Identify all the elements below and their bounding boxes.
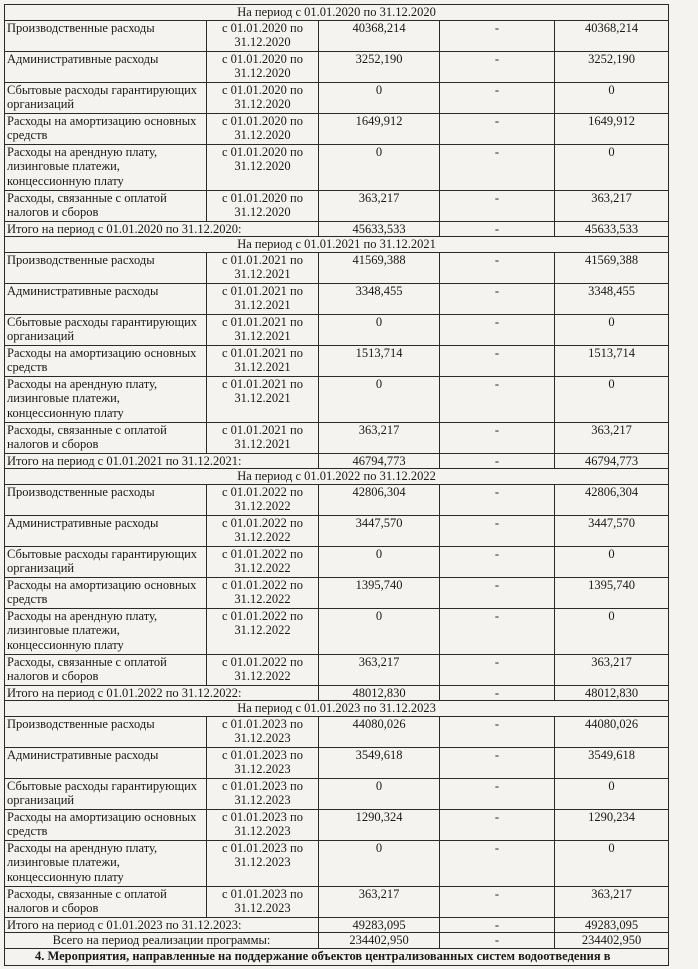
expense-value-1: 1513,714: [319, 345, 440, 376]
expense-value-2: -: [440, 422, 555, 453]
expense-name: Расходы на арендную плату, лизинговые платежи, концессионную плату: [5, 840, 207, 886]
expense-value-3: 3447,570: [555, 515, 669, 546]
expense-value-1: 1395,740: [319, 577, 440, 608]
expense-value-2: -: [440, 20, 555, 51]
expense-name: Административные расходы: [5, 515, 207, 546]
expense-period: с 01.01.2020 по 31.12.2020: [207, 51, 319, 82]
period-header-row: [5, 237, 669, 253]
expense-row: [5, 778, 669, 809]
expense-value-1: 41569,388: [319, 252, 440, 283]
expense-row: [5, 546, 669, 577]
period-total-label: Итого на период с 01.01.2023 по 31.12.2023:: [5, 917, 319, 933]
expense-name: Расходы, связанные с оплатой налогов и сборов: [5, 654, 207, 685]
expense-row: [5, 283, 669, 314]
expense-period: с 01.01.2022 по 31.12.2022: [207, 546, 319, 577]
section-heading-row: [5, 948, 669, 965]
expense-value-2: -: [440, 82, 555, 113]
expense-value-1: 363,217: [319, 654, 440, 685]
expense-row: [5, 20, 669, 51]
expense-name: Расходы, связанные с оплатой налогов и сборов: [5, 190, 207, 221]
expense-value-2: -: [440, 484, 555, 515]
expense-row: [5, 422, 669, 453]
expense-period: с 01.01.2022 по 31.12.2022: [207, 515, 319, 546]
expense-row: [5, 747, 669, 778]
expense-name: Расходы на арендную плату, лизинговые платежи, концессионную плату: [5, 608, 207, 654]
expense-value-1: 0: [319, 546, 440, 577]
expense-row: [5, 608, 669, 654]
expense-value-3: 3348,455: [555, 283, 669, 314]
expense-name: Расходы, связанные с оплатой налогов и сборов: [5, 422, 207, 453]
expense-value-3: 3252,190: [555, 51, 669, 82]
expense-period: с 01.01.2023 по 31.12.2023: [207, 840, 319, 886]
expense-value-3: 40368,214: [555, 20, 669, 51]
expense-value-3: 42806,304: [555, 484, 669, 515]
period-header-row: [5, 5, 669, 21]
expense-period: с 01.01.2021 по 31.12.2021: [207, 283, 319, 314]
expense-value-3: 1290,234: [555, 809, 669, 840]
expense-period: с 01.01.2023 по 31.12.2023: [207, 809, 319, 840]
expense-row: [5, 113, 669, 144]
expense-row: [5, 314, 669, 345]
expense-value-1: 0: [319, 144, 440, 190]
expense-value-2: -: [440, 809, 555, 840]
expense-value-3: 1395,740: [555, 577, 669, 608]
expense-row: [5, 484, 669, 515]
expense-period: с 01.01.2020 по 31.12.2020: [207, 20, 319, 51]
expense-value-3: 0: [555, 608, 669, 654]
expense-name: Административные расходы: [5, 283, 207, 314]
expense-value-1: 3252,190: [319, 51, 440, 82]
expense-value-2: -: [440, 716, 555, 747]
expense-name: Производственные расходы: [5, 20, 207, 51]
expense-period: с 01.01.2020 по 31.12.2020: [207, 113, 319, 144]
expense-value-1: 42806,304: [319, 484, 440, 515]
expense-period: с 01.01.2022 по 31.12.2022: [207, 608, 319, 654]
expense-period: с 01.01.2021 по 31.12.2021: [207, 422, 319, 453]
expense-value-2: -: [440, 283, 555, 314]
expense-value-2: -: [440, 345, 555, 376]
expense-value-2: -: [440, 608, 555, 654]
expense-value-3: 3549,618: [555, 747, 669, 778]
expense-name: Расходы на арендную плату, лизинговые платежи, концессионную плату: [5, 376, 207, 422]
period-header: На период с 01.01.2022 по 31.12.2022: [5, 469, 669, 485]
period-total-row: [5, 453, 669, 469]
expense-value-2: -: [440, 778, 555, 809]
expense-value-2: -: [440, 654, 555, 685]
expense-value-1: 0: [319, 778, 440, 809]
expense-row: [5, 577, 669, 608]
expense-period: с 01.01.2023 по 31.12.2023: [207, 778, 319, 809]
expense-row: [5, 886, 669, 917]
period-total-value-2: -: [440, 453, 555, 469]
expense-period: с 01.01.2020 по 31.12.2020: [207, 82, 319, 113]
expense-name: Сбытовые расходы гарантирующих организаций: [5, 778, 207, 809]
expense-value-1: 363,217: [319, 190, 440, 221]
period-total-label: Итого на период с 01.01.2020 по 31.12.2020:: [5, 221, 319, 237]
expense-value-1: 1290,324: [319, 809, 440, 840]
period-total-label: Итого на период с 01.01.2021 по 31.12.2021:: [5, 453, 319, 469]
expense-period: с 01.01.2023 по 31.12.2023: [207, 716, 319, 747]
expense-name: Расходы на арендную плату, лизинговые платежи, концессионную плату: [5, 144, 207, 190]
expense-value-2: -: [440, 252, 555, 283]
expense-value-2: -: [440, 840, 555, 886]
expense-document: [4, 4, 669, 966]
expense-value-1: 1649,912: [319, 113, 440, 144]
expense-row: [5, 654, 669, 685]
expense-name: Сбытовые расходы гарантирующих организаций: [5, 546, 207, 577]
expense-period: с 01.01.2022 по 31.12.2022: [207, 577, 319, 608]
grand-total-row: [5, 933, 669, 949]
expense-period: с 01.01.2020 по 31.12.2020: [207, 144, 319, 190]
expense-value-2: -: [440, 190, 555, 221]
expense-row: [5, 51, 669, 82]
expense-value-1: 0: [319, 840, 440, 886]
expense-row: [5, 252, 669, 283]
expense-period: с 01.01.2020 по 31.12.2020: [207, 190, 319, 221]
expense-name: Сбытовые расходы гарантирующих организаций: [5, 314, 207, 345]
period-header: На период с 01.01.2023 по 31.12.2023: [5, 701, 669, 717]
expense-name: Сбытовые расходы гарантирующих организаций: [5, 82, 207, 113]
expense-row: [5, 716, 669, 747]
expense-value-2: -: [440, 51, 555, 82]
expense-row: [5, 840, 669, 886]
expense-period: с 01.01.2021 по 31.12.2021: [207, 376, 319, 422]
expense-value-3: 363,217: [555, 886, 669, 917]
expense-value-2: -: [440, 144, 555, 190]
expense-row: [5, 376, 669, 422]
expense-value-3: 0: [555, 82, 669, 113]
expense-period: с 01.01.2022 по 31.12.2022: [207, 654, 319, 685]
expense-value-3: 0: [555, 778, 669, 809]
expense-name: Расходы на амортизацию основных средств: [5, 345, 207, 376]
period-total-row: [5, 221, 669, 237]
expense-period: с 01.01.2021 по 31.12.2021: [207, 252, 319, 283]
expense-value-2: -: [440, 376, 555, 422]
expense-value-1: 3447,570: [319, 515, 440, 546]
expense-name: Производственные расходы: [5, 252, 207, 283]
expense-value-1: 363,217: [319, 886, 440, 917]
expense-name: Производственные расходы: [5, 716, 207, 747]
period-header-row: [5, 469, 669, 485]
expense-value-3: 0: [555, 376, 669, 422]
period-header-row: [5, 701, 669, 717]
expense-value-3: 0: [555, 546, 669, 577]
expense-row: [5, 144, 669, 190]
expense-value-2: -: [440, 747, 555, 778]
expense-value-1: 0: [319, 376, 440, 422]
period-header: На период с 01.01.2021 по 31.12.2021: [5, 237, 669, 253]
expense-value-1: 0: [319, 314, 440, 345]
period-total-value-2: -: [440, 221, 555, 237]
expense-value-3: 0: [555, 144, 669, 190]
period-total-row: [5, 917, 669, 933]
grand-total-value-1: 234402,950: [319, 933, 440, 949]
expense-period: с 01.01.2021 по 31.12.2021: [207, 345, 319, 376]
expense-name: Расходы, связанные с оплатой налогов и сборов: [5, 886, 207, 917]
expense-value-2: -: [440, 577, 555, 608]
period-total-value-1: 45633,533: [319, 221, 440, 237]
period-total-value-1: 49283,095: [319, 917, 440, 933]
expense-value-2: -: [440, 515, 555, 546]
expense-value-1: 0: [319, 608, 440, 654]
expense-name: Расходы на амортизацию основных средств: [5, 809, 207, 840]
expense-value-1: 0: [319, 82, 440, 113]
period-total-label: Итого на период с 01.01.2022 по 31.12.2022:: [5, 685, 319, 701]
expense-table: [4, 4, 669, 966]
expense-period: с 01.01.2023 по 31.12.2023: [207, 886, 319, 917]
expense-value-2: -: [440, 886, 555, 917]
expense-name: Расходы на амортизацию основных средств: [5, 113, 207, 144]
expense-name: Административные расходы: [5, 747, 207, 778]
expense-period: с 01.01.2023 по 31.12.2023: [207, 747, 319, 778]
expense-name: Расходы на амортизацию основных средств: [5, 577, 207, 608]
expense-value-1: 363,217: [319, 422, 440, 453]
expense-row: [5, 190, 669, 221]
expense-period: с 01.01.2021 по 31.12.2021: [207, 314, 319, 345]
period-total-row: [5, 685, 669, 701]
expense-value-1: 3348,455: [319, 283, 440, 314]
expense-value-3: 363,217: [555, 654, 669, 685]
expense-value-3: 1649,912: [555, 113, 669, 144]
expense-row: [5, 515, 669, 546]
period-total-value-1: 46794,773: [319, 453, 440, 469]
period-total-value-2: -: [440, 685, 555, 701]
period-total-value-2: -: [440, 917, 555, 933]
expense-value-3: 41569,388: [555, 252, 669, 283]
expense-period: с 01.01.2022 по 31.12.2022: [207, 484, 319, 515]
period-total-value-3: 46794,773: [555, 453, 669, 469]
expense-row: [5, 345, 669, 376]
period-total-value-3: 45633,533: [555, 221, 669, 237]
period-total-value-1: 48012,830: [319, 685, 440, 701]
expense-value-3: 0: [555, 840, 669, 886]
expense-value-3: 0: [555, 314, 669, 345]
expense-value-3: 363,217: [555, 422, 669, 453]
period-total-value-3: 49283,095: [555, 917, 669, 933]
expense-name: Производственные расходы: [5, 484, 207, 515]
expense-value-2: -: [440, 314, 555, 345]
period-total-value-3: 48012,830: [555, 685, 669, 701]
grand-total-value-3: 234402,950: [555, 933, 669, 949]
grand-total-label: Всего на период реализации программы:: [5, 933, 319, 949]
expense-value-3: 44080,026: [555, 716, 669, 747]
expense-value-2: -: [440, 113, 555, 144]
expense-row: [5, 809, 669, 840]
expense-value-2: -: [440, 546, 555, 577]
expense-value-1: 40368,214: [319, 20, 440, 51]
expense-value-1: 3549,618: [319, 747, 440, 778]
grand-total-value-2: -: [440, 933, 555, 949]
expense-value-3: 363,217: [555, 190, 669, 221]
expense-name: Административные расходы: [5, 51, 207, 82]
period-header: На период с 01.01.2020 по 31.12.2020: [5, 5, 669, 21]
expense-row: [5, 82, 669, 113]
expense-value-3: 1513,714: [555, 345, 669, 376]
expense-value-1: 44080,026: [319, 716, 440, 747]
section-heading: 4. Мероприятия, направленные на поддержание объектов централизованных систем водоотведения в: [5, 948, 669, 965]
